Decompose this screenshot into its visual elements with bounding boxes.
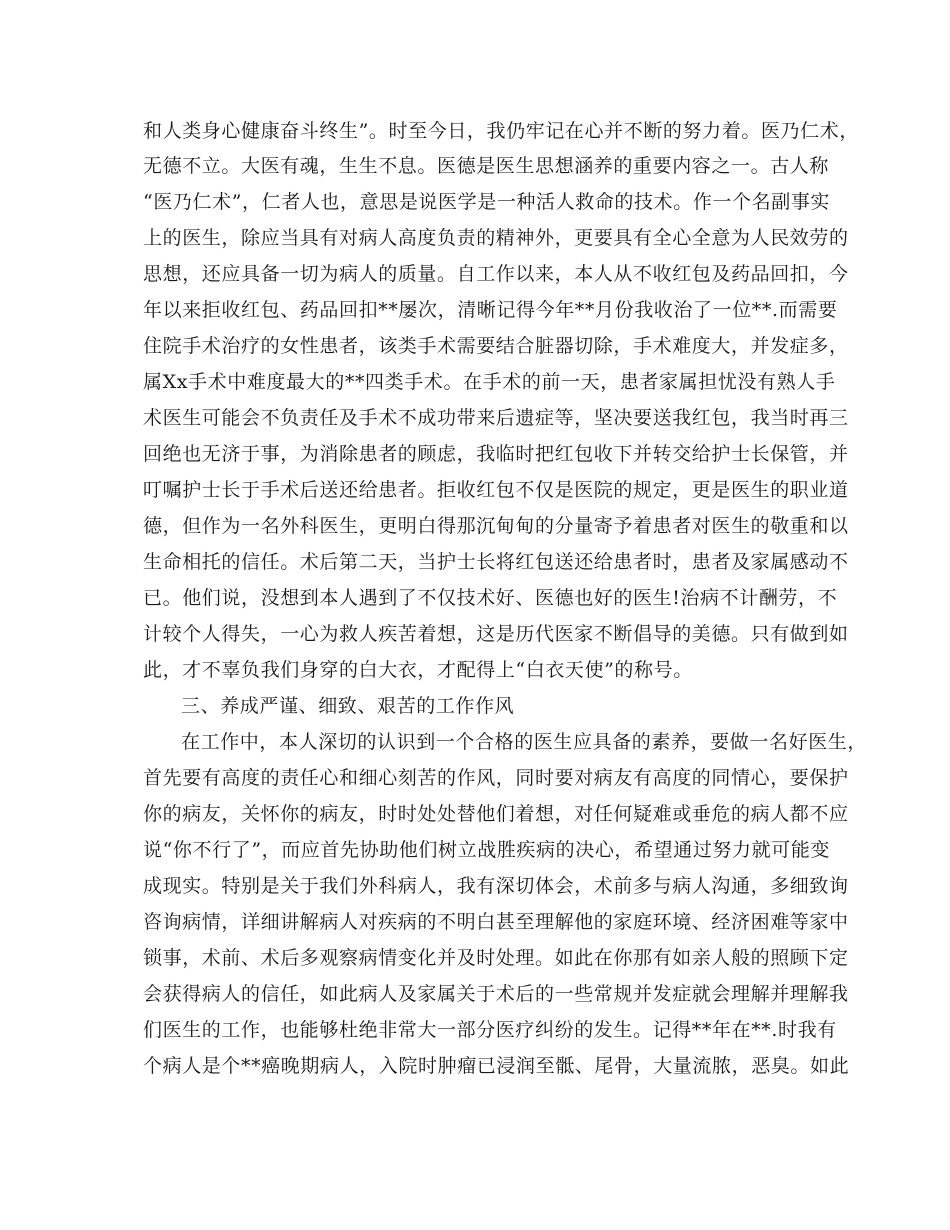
- text-line: 会获得病人的信任，如此病人及家属关于术后的一些常规并发症就会理解并理解我: [143, 983, 849, 1005]
- text-line: 叮嘱护士长于手术后送还给患者。拒收红包不仅是医院的规定，更是医生的职业道: [143, 479, 849, 501]
- text-line: 和人类身心健康奋斗终生”。时至今日，我仍牢记在心并不断的努力着。医乃仁术，: [143, 120, 859, 142]
- text-line: 在工作中，本人深切的认识到一个合格的医生应具备的素养，要做一名好医生，: [181, 731, 868, 753]
- text-line: 住院手术治疗的女性患者，该类手术需要结合脏器切除，手术难度大，并发症多，: [143, 335, 849, 357]
- text-line: 年以来拒收红包、药品回扣**屡次，清晰记得今年**月份我收治了一位**.而需要: [143, 299, 838, 321]
- text-line: “医乃仁术”，仁者人也，意思是说医学是一种活人救命的技术。作一个名副事实: [143, 191, 831, 213]
- text-line: 术医生可能会不负责任及手术不成功带来后遗症等，坚决要送我红包，我当时再三: [143, 407, 849, 429]
- text-line: 生命相托的信任。术后第二天，当护士长将红包送还给患者时，患者及家属感动不: [143, 551, 849, 573]
- text-line: 此，才不辜负我们身穿的白大衣，才配得上“白衣天使”的称号。: [143, 659, 693, 681]
- text-line: 无德不立。大医有魂，生生不息。医德是医生思想涵养的重要内容之一。古人称: [143, 155, 830, 177]
- text-line: 咨询病情，详细讲解病人对疾病的不明白甚至理解他的家庭环境、经济困难等家中: [143, 911, 849, 933]
- text-line: 上的医生，除应当具有对病人高度负责的精神外，更要具有全心全意为人民效劳的: [143, 227, 849, 249]
- text-line: 们医生的工作，也能够杜绝非常大一部分医疗纠纷的发生。记得**年在**.时我有: [143, 1019, 837, 1041]
- section-heading: 三、养成严谨、细致、艰苦的工作作风: [181, 695, 515, 717]
- text-line: 锁事，术前、术后多观察病情变化并及时处理。如此在你那有如亲人般的照顾下定: [143, 947, 849, 969]
- text-line: 回绝也无济于事，为消除患者的顾虑，我临时把红包收下并转交给护士长保管，并: [143, 443, 849, 465]
- text-line: 首先要有高度的责任心和细心刻苦的作风，同时要对病友有高度的同情心，要保护: [143, 767, 849, 789]
- text-line: 你的病友，关怀你的病友，时时处处替他们着想，对任何疑难或垂危的病人都不应: [143, 803, 849, 825]
- text-line: 说“你不行了”，而应首先协助他们树立战胜疾病的决心，希望通过努力就可能变: [143, 839, 831, 861]
- text-line: 已。他们说，没想到本人遇到了不仅技术好、医德也好的医生!治病不计酬劳，不: [143, 587, 838, 609]
- text-line: 个病人是个**癌晚期病人，入院时肿瘤已浸润至骶、尾骨，大量流脓，恶臭。如此: [143, 1055, 850, 1077]
- text-line: 德，但作为一名外科医生，更明白得那沉甸甸的分量寄予着患者对医生的敬重和以: [143, 515, 849, 537]
- text-line: 思想，还应具备一切为病人的质量。自工作以来，本人从不收红包及药品回扣，今: [143, 263, 849, 285]
- text-line: 成现实。特别是关于我们外科病人，我有深切体会，术前多与病人沟通，多细致询: [143, 875, 849, 897]
- text-line: 属Xx手术中难度最大的**四类手术。在手术的前一天，患者家属担忧没有熟人手: [143, 371, 836, 393]
- text-line: 计较个人得失，一心为救人疾苦着想，这是历代医家不断倡导的美德。只有做到如: [143, 623, 849, 645]
